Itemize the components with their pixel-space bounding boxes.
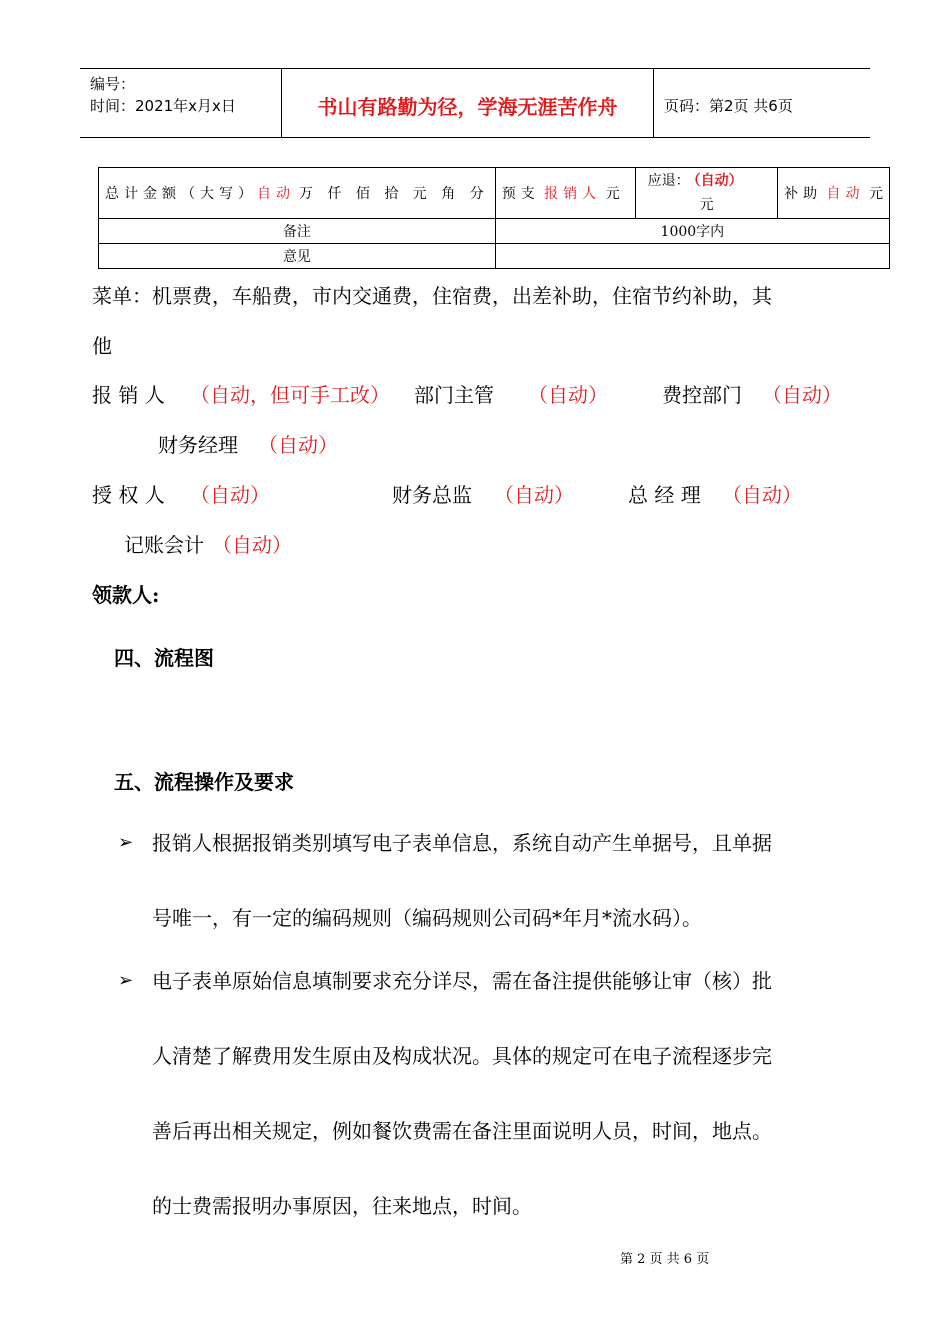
general-manager-value: （自动） [722, 483, 802, 507]
advance-label: 预支 [501, 186, 540, 202]
bullet-2-line-4: 的士费需报明办事原因，往来地点，时间。 [152, 1194, 532, 1218]
subsidy-label: 补助 [784, 186, 823, 202]
bullet-2-line-3: 善后再出相关规定，例如餐饮费需在备注里面说明人员，时间，地点。 [152, 1119, 772, 1143]
expense-form-table [98, 167, 890, 269]
reimburser-label: 报 销 人 [92, 383, 165, 407]
bullet-arrow-icon: ➢ [118, 970, 134, 991]
opinion-value [495, 244, 889, 269]
opinion-label: 意见 [99, 244, 496, 269]
bullet-2-line-2: 人清楚了解费用发生原由及构成状况。具体的规定可在电子流程逐步完 [152, 1044, 772, 1068]
accountant-label: 记账会计 [124, 533, 204, 557]
authorizer-value: （自动） [190, 483, 270, 507]
refund-unit: 元 [699, 197, 714, 213]
general-manager-label: 总 经 理 [628, 483, 701, 507]
advance-unit: 元 [605, 186, 620, 202]
accountant-value: （自动） [212, 533, 292, 557]
refund-label: 应退： [647, 173, 690, 189]
subsidy-auto: 自动 [826, 186, 865, 202]
table-row [99, 244, 890, 269]
bullet-1-line-1: 报销人根据报销类别填写电子表单信息，系统自动产生单据号，且单据 [152, 831, 772, 855]
table-row [99, 168, 890, 219]
document-number-label: 编号： [90, 75, 136, 93]
cost-control-value: （自动） [762, 383, 842, 407]
reimburser-value: （自动，但可手工改） [190, 383, 390, 407]
subsidy-unit: 元 [869, 186, 883, 202]
menu-line-1: 菜单：机票费，车船费，市内交通费，住宿费，出差补助，住宿节约补助，其 [92, 284, 772, 308]
total-amount-cell [99, 168, 496, 219]
advance-cell [495, 168, 635, 219]
bullet-2-line-1: 电子表单原始信息填制要求充分详尽，需在备注提供能够让审（核）批 [152, 969, 772, 993]
finance-manager-label: 财务经理 [158, 433, 238, 457]
document-time-label: 时间：2021年x月x日 [90, 97, 236, 115]
page-header [80, 68, 870, 138]
header-motto: 书山有路勤为径，学海无涯苦作舟 [282, 69, 654, 137]
subsidy-cell [778, 168, 890, 219]
dept-head-value: （自动） [528, 383, 608, 407]
section-5-heading: 五、流程操作及要求 [114, 770, 294, 794]
authorizer-label: 授 权 人 [92, 483, 165, 507]
bullet-arrow-icon: ➢ [118, 832, 134, 853]
refund-cell [635, 168, 777, 219]
total-amount-units: 万 仟 佰 拾 元 角 分 [299, 186, 489, 202]
table-row [99, 219, 890, 244]
header-page-label: 页码：第2页 共6页 [664, 96, 793, 115]
total-amount-auto: 自动 [257, 186, 295, 202]
finance-director-label: 财务总监 [392, 483, 472, 507]
cost-control-label: 费控部门 [662, 383, 742, 407]
advance-auto: 报销人 [544, 186, 602, 202]
remark-value: 1000字内 [495, 219, 889, 244]
finance-manager-value: （自动） [258, 433, 338, 457]
header-meta [80, 69, 282, 137]
dept-head-label: 部门主管 [414, 383, 494, 407]
bullet-1-line-2: 号唯一，有一定的编码规则（编码规则公司码*年月*流水码）。 [152, 906, 702, 930]
refund-auto: （自动） [693, 173, 743, 189]
section-4-heading: 四、流程图 [114, 646, 214, 670]
payee-label: 领款人: [92, 583, 160, 607]
remark-label: 备注 [99, 219, 496, 244]
total-amount-label: 总计金额（大写） [105, 186, 257, 202]
page-footer: 第 2 页 共 6 页 [620, 1252, 710, 1267]
finance-director-value: （自动） [494, 483, 574, 507]
menu-line-2: 他 [92, 334, 112, 358]
